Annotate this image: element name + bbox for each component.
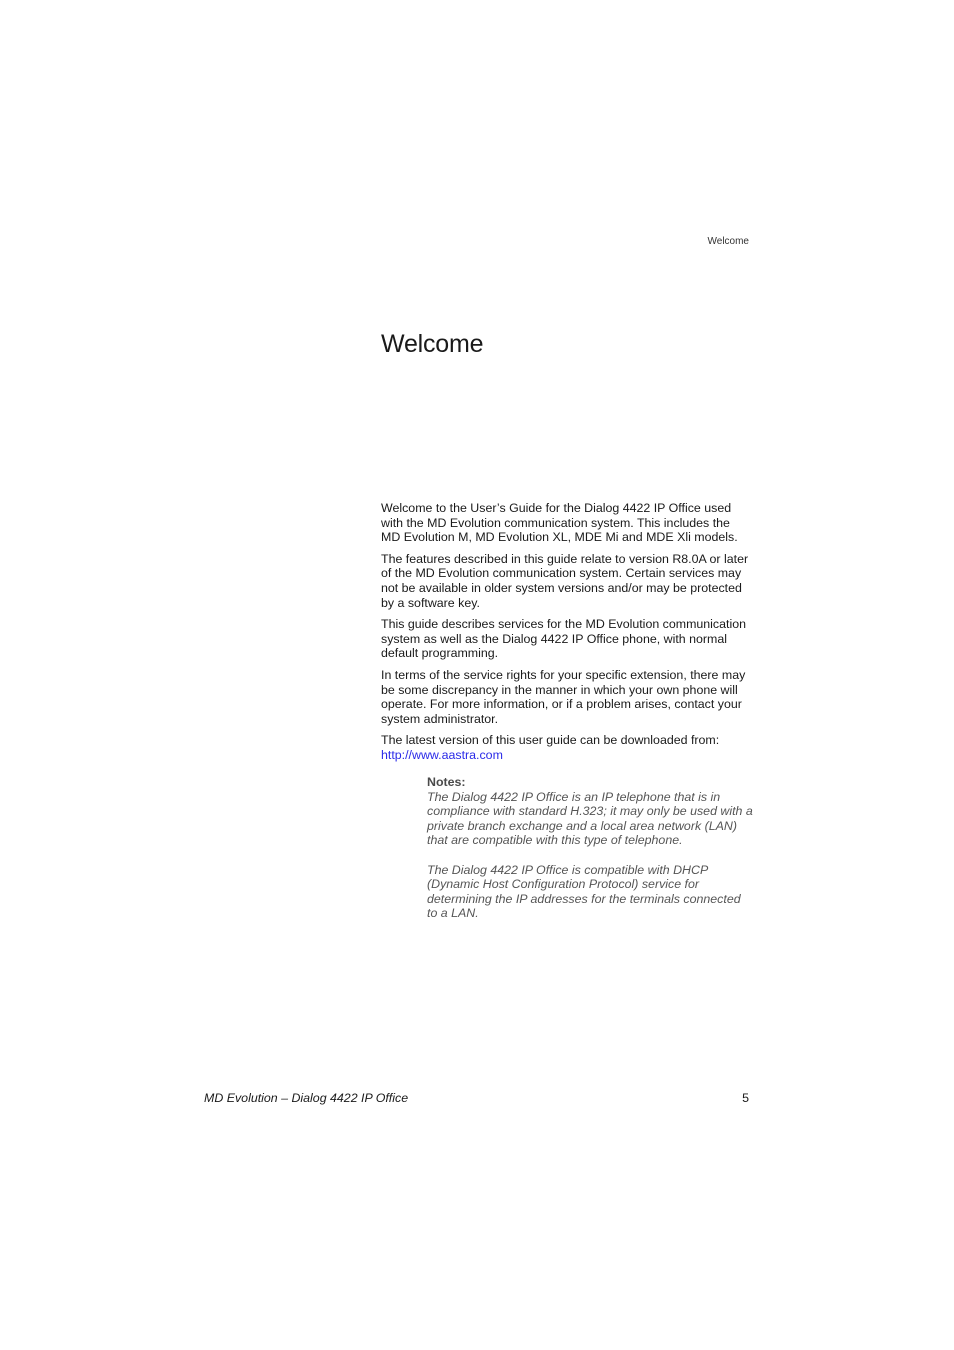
- note-dhcp: The Dialog 4422 IP Office is compatible with DHCP (Dynamic Host Configuration Protocol) service for determining the IP addresses for the terminals connected to a LAN.: [427, 862, 741, 921]
- paragraph-features: The features described in this guide relate to version R8.0A or later of the MD Evolution communication system. Certain services may not be available in older system versions and/or may be protected by a software key.: [381, 551, 749, 610]
- note-h323: The Dialog 4422 IP Office is an IP telephone that is in compliance with standard H.323; it may only be used with a private branch exchange and a local area network (LAN) that are compatible with this type of telephone.: [427, 789, 753, 848]
- paragraph-service-rights: In terms of the service rights for your specific extension, there may be some discrepancy in the manner in which your own phone will operate. For more information, or if a problem arises, contact your system administrator.: [381, 667, 746, 726]
- notes-heading: Notes:: [427, 775, 466, 789]
- footer-document-title: MD Evolution – Dialog 4422 IP Office: [204, 1091, 409, 1105]
- download-link[interactable]: http://www.aastra.com: [381, 747, 503, 762]
- page-title: Welcome: [381, 330, 484, 358]
- paragraph-intro: Welcome to the User’s Guide for the Dialog 4422 IP Office used with the MD Evolution communication system. This includes the MD Evolution M, MD Evolution XL, MDE Mi and MDE Xli models.: [381, 501, 738, 545]
- body-text: [381, 501, 751, 770]
- notes-block: [427, 775, 753, 936]
- paragraph-download: [381, 733, 751, 762]
- download-text: The latest version of this user guide can be downloaded from:: [381, 733, 720, 748]
- running-header: Welcome: [707, 236, 749, 247]
- footer-page-number: 5: [742, 1091, 749, 1105]
- paragraph-services: This guide describes services for the MD Evolution communication system as well as the Dialog 4422 IP Office phone, with normal default programming.: [381, 617, 746, 661]
